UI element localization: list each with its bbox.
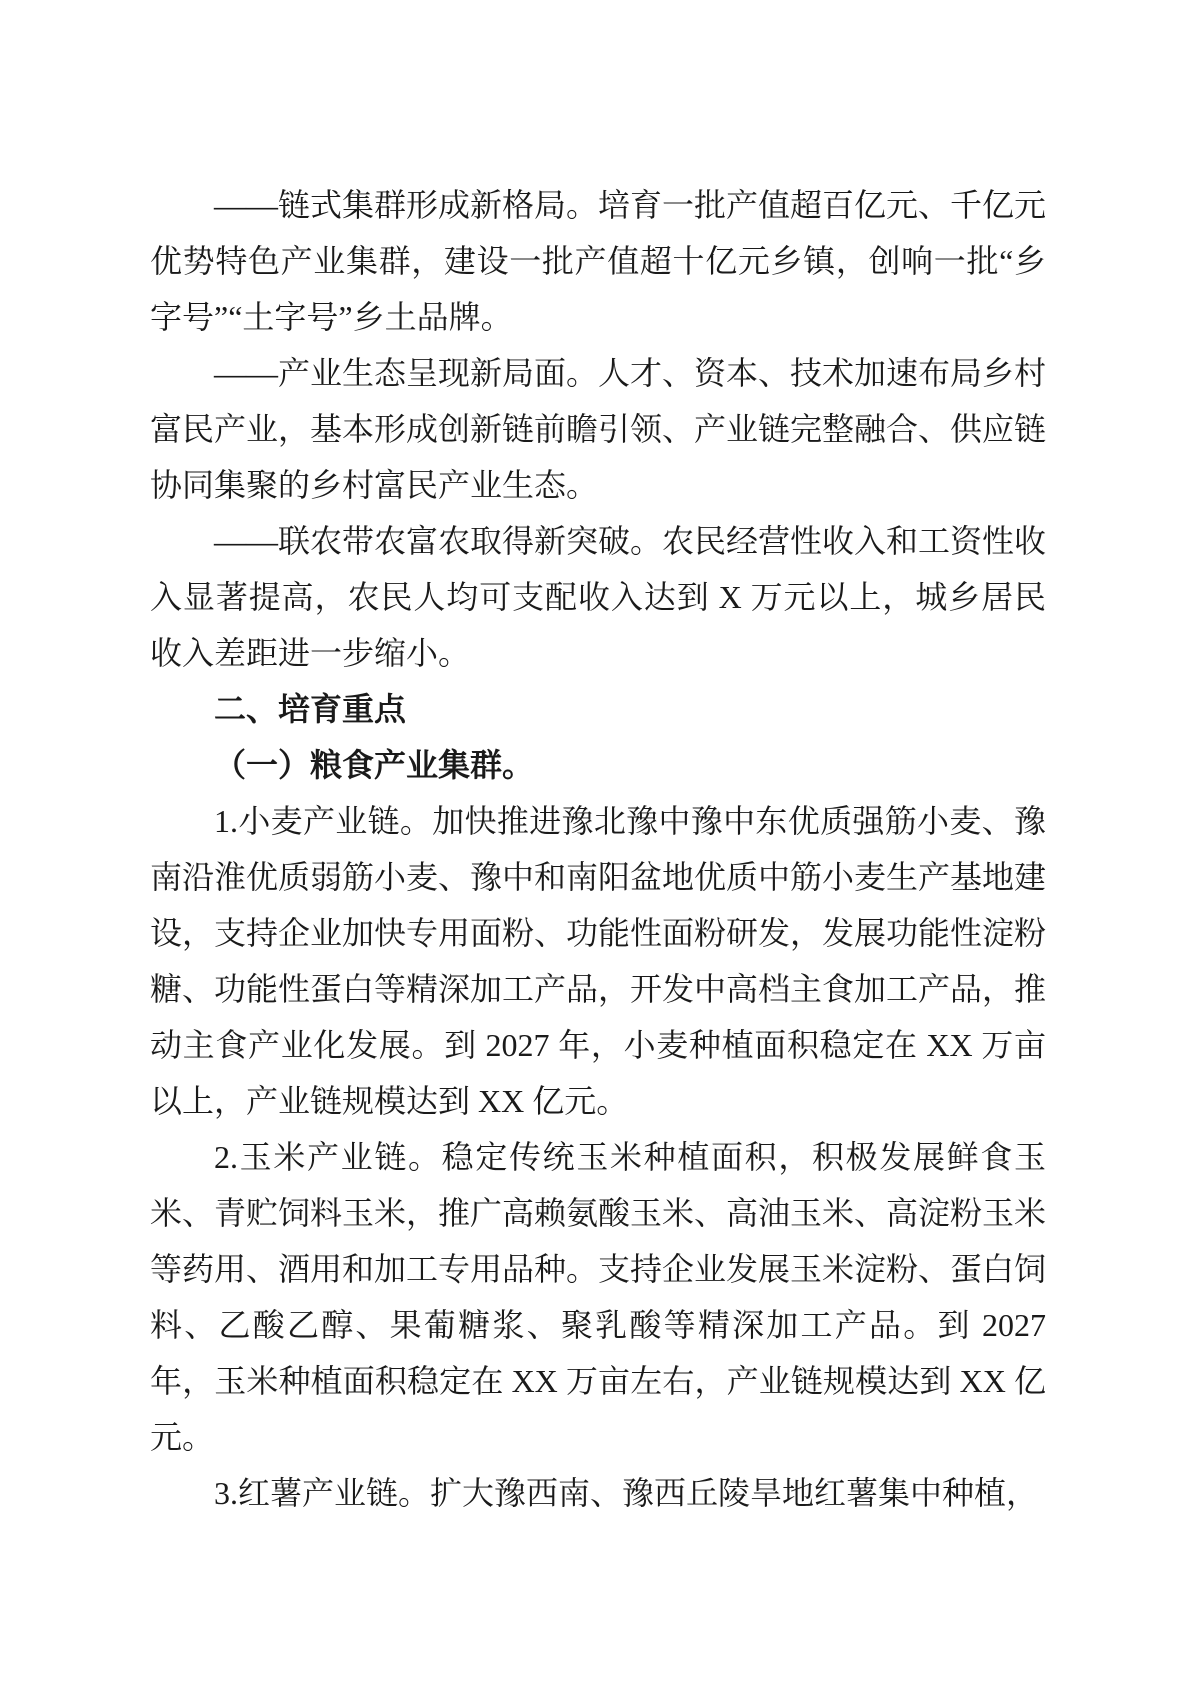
section-heading-cultivation-priorities: 二、培育重点 bbox=[214, 691, 407, 727]
paragraph-farmer-income: ——联农带农富农取得新突破。农民经营性收入和工资性收入显著提高，农民人均可支配收入达到 X 万元以上，城乡居民收入差距进一步缩小。 bbox=[150, 523, 1047, 671]
subsection-heading-grain-cluster: （一）粮食产业集群。 bbox=[214, 747, 535, 783]
paragraph-corn-chain: 2.玉米产业链。稳定传统玉米种植面积，积极发展鲜食玉米、青贮饲料玉米，推广高赖氨酸玉米、高油玉米、高淀粉玉米等药用、酒用和加工专用品种。支持企业发展玉米淀粉、蛋白饲料、乙酸乙醇、果葡糖浆、聚乳酸等精深加工产品。到 2027 年，玉米种植面积稳定在 XX 万亩左右，产业链规模达到 XX 亿元。 bbox=[150, 1139, 1047, 1455]
paragraph-chain-clusters: ——链式集群形成新格局。培育一批产值超百亿元、千亿元优势特色产业集群，建设一批产值超十亿元乡镇，创响一批“乡字号”“土字号”乡土品牌。 bbox=[150, 187, 1047, 335]
paragraph-sweet-potato-chain: 3.红薯产业链。扩大豫西南、豫西丘陵旱地红薯集中种植， bbox=[214, 1475, 1039, 1511]
paragraph-wheat-chain: 1.小麦产业链。加快推进豫北豫中豫中东优质强筋小麦、豫南沿淮优质弱筋小麦、豫中和南阳盆地优质中筋小麦生产基地建设，支持企业加快专用面粉、功能性面粉研发，发展功能性淀粉糖、功能性蛋白等精深加工产品，开发中高档主食加工产品，推动主食产业化发展。到 2027 年，小麦种植面积稳定在 XX 万亩以上，产业链规模达到 XX 亿元。 bbox=[150, 803, 1047, 1119]
document-content bbox=[150, 177, 1046, 1521]
paragraph-industry-ecology: ——产业生态呈现新局面。人才、资本、技术加速布局乡村富民产业，基本形成创新链前瞻引领、产业链完整融合、供应链协同集聚的乡村富民产业生态。 bbox=[150, 355, 1047, 503]
